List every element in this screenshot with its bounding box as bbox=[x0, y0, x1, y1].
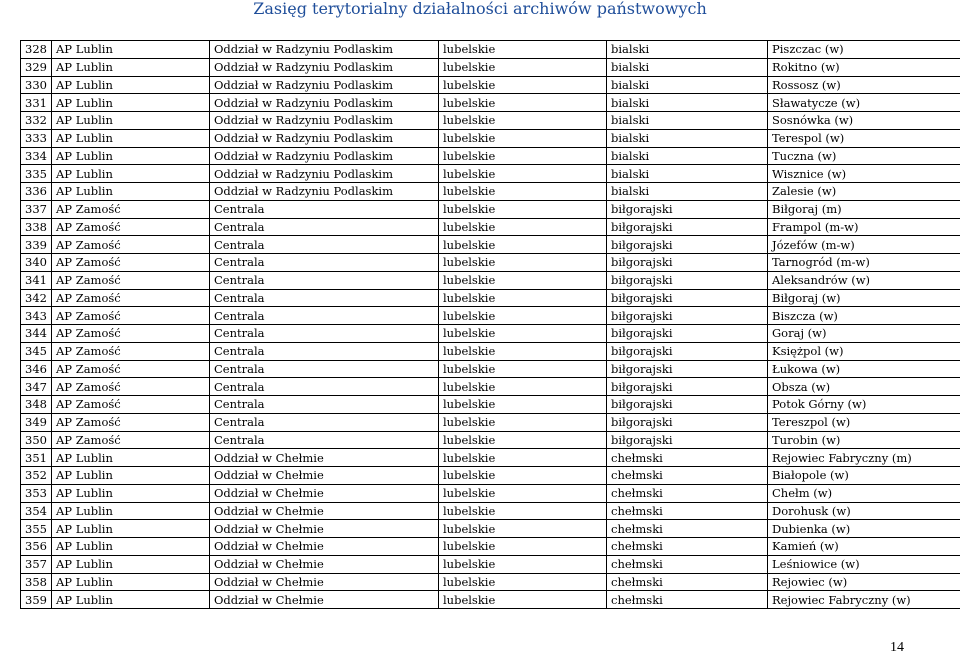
row-number-cell: 341 bbox=[21, 271, 52, 289]
row-number-cell: 353 bbox=[21, 484, 52, 502]
branch-cell: Centrala bbox=[210, 271, 439, 289]
commune-cell: Zalesie (w) bbox=[768, 183, 960, 201]
commune-cell: Potok Górny (w) bbox=[768, 396, 960, 414]
row-number-cell: 347 bbox=[21, 378, 52, 396]
row-number-cell: 354 bbox=[21, 502, 52, 520]
archive-cell: AP Lublin bbox=[52, 538, 210, 556]
branch-cell: Oddział w Radzyniu Podlaskim bbox=[210, 58, 439, 76]
county-cell: biłgorajski bbox=[607, 325, 768, 343]
voivodeship-cell: lubelskie bbox=[439, 502, 607, 520]
row-number-cell: 358 bbox=[21, 573, 52, 591]
archive-cell: AP Lublin bbox=[52, 591, 210, 609]
county-cell: chełmski bbox=[607, 502, 768, 520]
branch-cell: Centrala bbox=[210, 413, 439, 431]
branch-cell: Centrala bbox=[210, 236, 439, 254]
voivodeship-cell: lubelskie bbox=[439, 112, 607, 130]
voivodeship-cell: lubelskie bbox=[439, 360, 607, 378]
county-cell: biłgorajski bbox=[607, 342, 768, 360]
table-row bbox=[21, 413, 960, 431]
table-row bbox=[21, 555, 960, 573]
voivodeship-cell: lubelskie bbox=[439, 254, 607, 272]
archive-cell: AP Zamość bbox=[52, 218, 210, 236]
county-cell: bialski bbox=[607, 94, 768, 112]
row-number-cell: 346 bbox=[21, 360, 52, 378]
county-cell: chełmski bbox=[607, 467, 768, 485]
voivodeship-cell: lubelskie bbox=[439, 431, 607, 449]
archive-cell: AP Lublin bbox=[52, 449, 210, 467]
county-cell: bialski bbox=[607, 58, 768, 76]
commune-cell: Biłgoraj (m) bbox=[768, 200, 960, 218]
archive-cell: AP Lublin bbox=[52, 41, 210, 59]
table-row bbox=[21, 378, 960, 396]
archive-cell: AP Lublin bbox=[52, 467, 210, 485]
commune-cell: Białopole (w) bbox=[768, 467, 960, 485]
branch-cell: Oddział w Radzyniu Podlaskim bbox=[210, 129, 439, 147]
branch-cell: Oddział w Chełmie bbox=[210, 449, 439, 467]
row-number-cell: 350 bbox=[21, 431, 52, 449]
row-number-cell: 331 bbox=[21, 94, 52, 112]
table-row bbox=[21, 112, 960, 130]
county-cell: biłgorajski bbox=[607, 271, 768, 289]
row-number-cell: 357 bbox=[21, 555, 52, 573]
commune-cell: Sławatycze (w) bbox=[768, 94, 960, 112]
row-number-cell: 359 bbox=[21, 591, 52, 609]
table-row bbox=[21, 289, 960, 307]
county-cell: biłgorajski bbox=[607, 200, 768, 218]
archive-cell: AP Zamość bbox=[52, 271, 210, 289]
county-cell: chełmski bbox=[607, 520, 768, 538]
archive-cell: AP Lublin bbox=[52, 165, 210, 183]
voivodeship-cell: lubelskie bbox=[439, 555, 607, 573]
row-number-cell: 335 bbox=[21, 165, 52, 183]
county-cell: bialski bbox=[607, 183, 768, 201]
table-body bbox=[21, 41, 960, 609]
voivodeship-cell: lubelskie bbox=[439, 307, 607, 325]
branch-cell: Centrala bbox=[210, 289, 439, 307]
voivodeship-cell: lubelskie bbox=[439, 165, 607, 183]
voivodeship-cell: lubelskie bbox=[439, 129, 607, 147]
county-cell: bialski bbox=[607, 112, 768, 130]
archive-cell: AP Zamość bbox=[52, 378, 210, 396]
voivodeship-cell: lubelskie bbox=[439, 325, 607, 343]
archive-cell: AP Lublin bbox=[52, 58, 210, 76]
commune-cell: Wisznice (w) bbox=[768, 165, 960, 183]
row-number-cell: 338 bbox=[21, 218, 52, 236]
county-cell: biłgorajski bbox=[607, 218, 768, 236]
branch-cell: Centrala bbox=[210, 431, 439, 449]
branch-cell: Centrala bbox=[210, 342, 439, 360]
branch-cell: Centrala bbox=[210, 307, 439, 325]
table-row bbox=[21, 271, 960, 289]
page-number: 14 bbox=[890, 640, 904, 655]
branch-cell: Oddział w Radzyniu Podlaskim bbox=[210, 147, 439, 165]
commune-cell: Leśniowice (w) bbox=[768, 555, 960, 573]
branch-cell: Centrala bbox=[210, 325, 439, 343]
branch-cell: Oddział w Chełmie bbox=[210, 538, 439, 556]
table-row bbox=[21, 431, 960, 449]
voivodeship-cell: lubelskie bbox=[439, 236, 607, 254]
row-number-cell: 344 bbox=[21, 325, 52, 343]
archive-cell: AP Lublin bbox=[52, 147, 210, 165]
archive-cell: AP Zamość bbox=[52, 342, 210, 360]
archive-cell: AP Zamość bbox=[52, 325, 210, 343]
branch-cell: Centrala bbox=[210, 254, 439, 272]
voivodeship-cell: lubelskie bbox=[439, 218, 607, 236]
commune-cell: Biszcza (w) bbox=[768, 307, 960, 325]
archive-cell: AP Zamość bbox=[52, 200, 210, 218]
table-row bbox=[21, 76, 960, 94]
table-row bbox=[21, 94, 960, 112]
voivodeship-cell: lubelskie bbox=[439, 378, 607, 396]
archive-cell: AP Lublin bbox=[52, 183, 210, 201]
branch-cell: Centrala bbox=[210, 218, 439, 236]
county-cell: bialski bbox=[607, 129, 768, 147]
commune-cell: Tuczna (w) bbox=[768, 147, 960, 165]
row-number-cell: 349 bbox=[21, 413, 52, 431]
commune-cell: Turobin (w) bbox=[768, 431, 960, 449]
table-row bbox=[21, 218, 960, 236]
voivodeship-cell: lubelskie bbox=[439, 271, 607, 289]
table-row bbox=[21, 573, 960, 591]
commune-cell: Dorohusk (w) bbox=[768, 502, 960, 520]
table-row bbox=[21, 502, 960, 520]
branch-cell: Centrala bbox=[210, 378, 439, 396]
county-cell: biłgorajski bbox=[607, 254, 768, 272]
commune-cell: Rossosz (w) bbox=[768, 76, 960, 94]
voivodeship-cell: lubelskie bbox=[439, 76, 607, 94]
row-number-cell: 340 bbox=[21, 254, 52, 272]
commune-cell: Rokitno (w) bbox=[768, 58, 960, 76]
table-row bbox=[21, 342, 960, 360]
commune-cell: Biłgoraj (w) bbox=[768, 289, 960, 307]
county-cell: bialski bbox=[607, 165, 768, 183]
table-row bbox=[21, 147, 960, 165]
county-cell: chełmski bbox=[607, 591, 768, 609]
county-cell: chełmski bbox=[607, 449, 768, 467]
archive-cell: AP Lublin bbox=[52, 94, 210, 112]
county-cell: bialski bbox=[607, 147, 768, 165]
voivodeship-cell: lubelskie bbox=[439, 289, 607, 307]
archive-cell: AP Zamość bbox=[52, 307, 210, 325]
voivodeship-cell: lubelskie bbox=[439, 413, 607, 431]
commune-cell: Goraj (w) bbox=[768, 325, 960, 343]
page-title: Zasięg terytorialny działalności archiwów państwowych bbox=[253, 0, 707, 18]
commune-cell: Łukowa (w) bbox=[768, 360, 960, 378]
voivodeship-cell: lubelskie bbox=[439, 58, 607, 76]
branch-cell: Oddział w Chełmie bbox=[210, 502, 439, 520]
commune-cell: Dubienka (w) bbox=[768, 520, 960, 538]
table-row bbox=[21, 360, 960, 378]
county-cell: biłgorajski bbox=[607, 360, 768, 378]
county-cell: biłgorajski bbox=[607, 289, 768, 307]
voivodeship-cell: lubelskie bbox=[439, 591, 607, 609]
commune-cell: Rejowiec Fabryczny (m) bbox=[768, 449, 960, 467]
archive-cell: AP Zamość bbox=[52, 254, 210, 272]
county-cell: chełmski bbox=[607, 573, 768, 591]
table-row bbox=[21, 484, 960, 502]
row-number-cell: 329 bbox=[21, 58, 52, 76]
table-row bbox=[21, 520, 960, 538]
commune-cell: Obsza (w) bbox=[768, 378, 960, 396]
branch-cell: Oddział w Radzyniu Podlaskim bbox=[210, 76, 439, 94]
branch-cell: Oddział w Radzyniu Podlaskim bbox=[210, 112, 439, 130]
archive-cell: AP Zamość bbox=[52, 236, 210, 254]
commune-cell: Józefów (m-w) bbox=[768, 236, 960, 254]
table-row bbox=[21, 467, 960, 485]
archive-cell: AP Zamość bbox=[52, 396, 210, 414]
row-number-cell: 348 bbox=[21, 396, 52, 414]
county-cell: biłgorajski bbox=[607, 396, 768, 414]
voivodeship-cell: lubelskie bbox=[439, 147, 607, 165]
row-number-cell: 342 bbox=[21, 289, 52, 307]
commune-cell: Rejowiec (w) bbox=[768, 573, 960, 591]
row-number-cell: 343 bbox=[21, 307, 52, 325]
branch-cell: Centrala bbox=[210, 360, 439, 378]
archive-cell: AP Zamość bbox=[52, 431, 210, 449]
county-cell: chełmski bbox=[607, 538, 768, 556]
commune-cell: Kamień (w) bbox=[768, 538, 960, 556]
branch-cell: Centrala bbox=[210, 200, 439, 218]
voivodeship-cell: lubelskie bbox=[439, 200, 607, 218]
commune-cell: Tereszpol (w) bbox=[768, 413, 960, 431]
archive-cell: AP Lublin bbox=[52, 555, 210, 573]
row-number-cell: 352 bbox=[21, 467, 52, 485]
commune-cell: Frampol (m-w) bbox=[768, 218, 960, 236]
voivodeship-cell: lubelskie bbox=[439, 573, 607, 591]
row-number-cell: 356 bbox=[21, 538, 52, 556]
archive-cell: AP Zamość bbox=[52, 360, 210, 378]
row-number-cell: 339 bbox=[21, 236, 52, 254]
archive-cell: AP Lublin bbox=[52, 484, 210, 502]
table-row bbox=[21, 449, 960, 467]
commune-cell: Chełm (w) bbox=[768, 484, 960, 502]
archive-cell: AP Lublin bbox=[52, 76, 210, 94]
county-cell: biłgorajski bbox=[607, 431, 768, 449]
county-cell: bialski bbox=[607, 41, 768, 59]
branch-cell: Oddział w Chełmie bbox=[210, 573, 439, 591]
table-row bbox=[21, 165, 960, 183]
branch-cell: Oddział w Radzyniu Podlaskim bbox=[210, 183, 439, 201]
voivodeship-cell: lubelskie bbox=[439, 183, 607, 201]
archive-cell: AP Lublin bbox=[52, 112, 210, 130]
row-number-cell: 334 bbox=[21, 147, 52, 165]
row-number-cell: 351 bbox=[21, 449, 52, 467]
table-row bbox=[21, 236, 960, 254]
archive-cell: AP Lublin bbox=[52, 520, 210, 538]
commune-cell: Rejowiec Fabryczny (w) bbox=[768, 591, 960, 609]
voivodeship-cell: lubelskie bbox=[439, 41, 607, 59]
county-cell: biłgorajski bbox=[607, 378, 768, 396]
table-row bbox=[21, 538, 960, 556]
commune-cell: Terespol (w) bbox=[768, 129, 960, 147]
archive-cell: AP Lublin bbox=[52, 502, 210, 520]
table-row bbox=[21, 129, 960, 147]
branch-cell: Oddział w Chełmie bbox=[210, 520, 439, 538]
voivodeship-cell: lubelskie bbox=[439, 467, 607, 485]
branch-cell: Oddział w Chełmie bbox=[210, 591, 439, 609]
archive-table bbox=[20, 40, 960, 609]
commune-cell: Piszczac (w) bbox=[768, 41, 960, 59]
commune-cell: Sosnówka (w) bbox=[768, 112, 960, 130]
table-row bbox=[21, 591, 960, 609]
commune-cell: Tarnogród (m-w) bbox=[768, 254, 960, 272]
table-row bbox=[21, 183, 960, 201]
table-row bbox=[21, 307, 960, 325]
voivodeship-cell: lubelskie bbox=[439, 484, 607, 502]
archive-cell: AP Zamość bbox=[52, 289, 210, 307]
table-row bbox=[21, 325, 960, 343]
county-cell: chełmski bbox=[607, 555, 768, 573]
commune-cell: Aleksandrów (w) bbox=[768, 271, 960, 289]
voivodeship-cell: lubelskie bbox=[439, 94, 607, 112]
county-cell: biłgorajski bbox=[607, 236, 768, 254]
county-cell: biłgorajski bbox=[607, 307, 768, 325]
voivodeship-cell: lubelskie bbox=[439, 449, 607, 467]
table-row bbox=[21, 58, 960, 76]
branch-cell: Oddział w Radzyniu Podlaskim bbox=[210, 165, 439, 183]
row-number-cell: 337 bbox=[21, 200, 52, 218]
archive-cell: AP Lublin bbox=[52, 129, 210, 147]
voivodeship-cell: lubelskie bbox=[439, 342, 607, 360]
voivodeship-cell: lubelskie bbox=[439, 396, 607, 414]
branch-cell: Oddział w Radzyniu Podlaskim bbox=[210, 94, 439, 112]
county-cell: bialski bbox=[607, 76, 768, 94]
archive-cell: AP Lublin bbox=[52, 573, 210, 591]
county-cell: biłgorajski bbox=[607, 413, 768, 431]
branch-cell: Oddział w Chełmie bbox=[210, 484, 439, 502]
branch-cell: Oddział w Radzyniu Podlaskim bbox=[210, 41, 439, 59]
voivodeship-cell: lubelskie bbox=[439, 520, 607, 538]
row-number-cell: 355 bbox=[21, 520, 52, 538]
row-number-cell: 345 bbox=[21, 342, 52, 360]
branch-cell: Oddział w Chełmie bbox=[210, 555, 439, 573]
commune-cell: Księżpol (w) bbox=[768, 342, 960, 360]
archive-cell: AP Zamość bbox=[52, 413, 210, 431]
row-number-cell: 333 bbox=[21, 129, 52, 147]
voivodeship-cell: lubelskie bbox=[439, 538, 607, 556]
row-number-cell: 328 bbox=[21, 41, 52, 59]
branch-cell: Oddział w Chełmie bbox=[210, 467, 439, 485]
row-number-cell: 336 bbox=[21, 183, 52, 201]
row-number-cell: 330 bbox=[21, 76, 52, 94]
row-number-cell: 332 bbox=[21, 112, 52, 130]
county-cell: chełmski bbox=[607, 484, 768, 502]
table-row bbox=[21, 254, 960, 272]
branch-cell: Centrala bbox=[210, 396, 439, 414]
table-row bbox=[21, 200, 960, 218]
table-row bbox=[21, 41, 960, 59]
table-row bbox=[21, 396, 960, 414]
